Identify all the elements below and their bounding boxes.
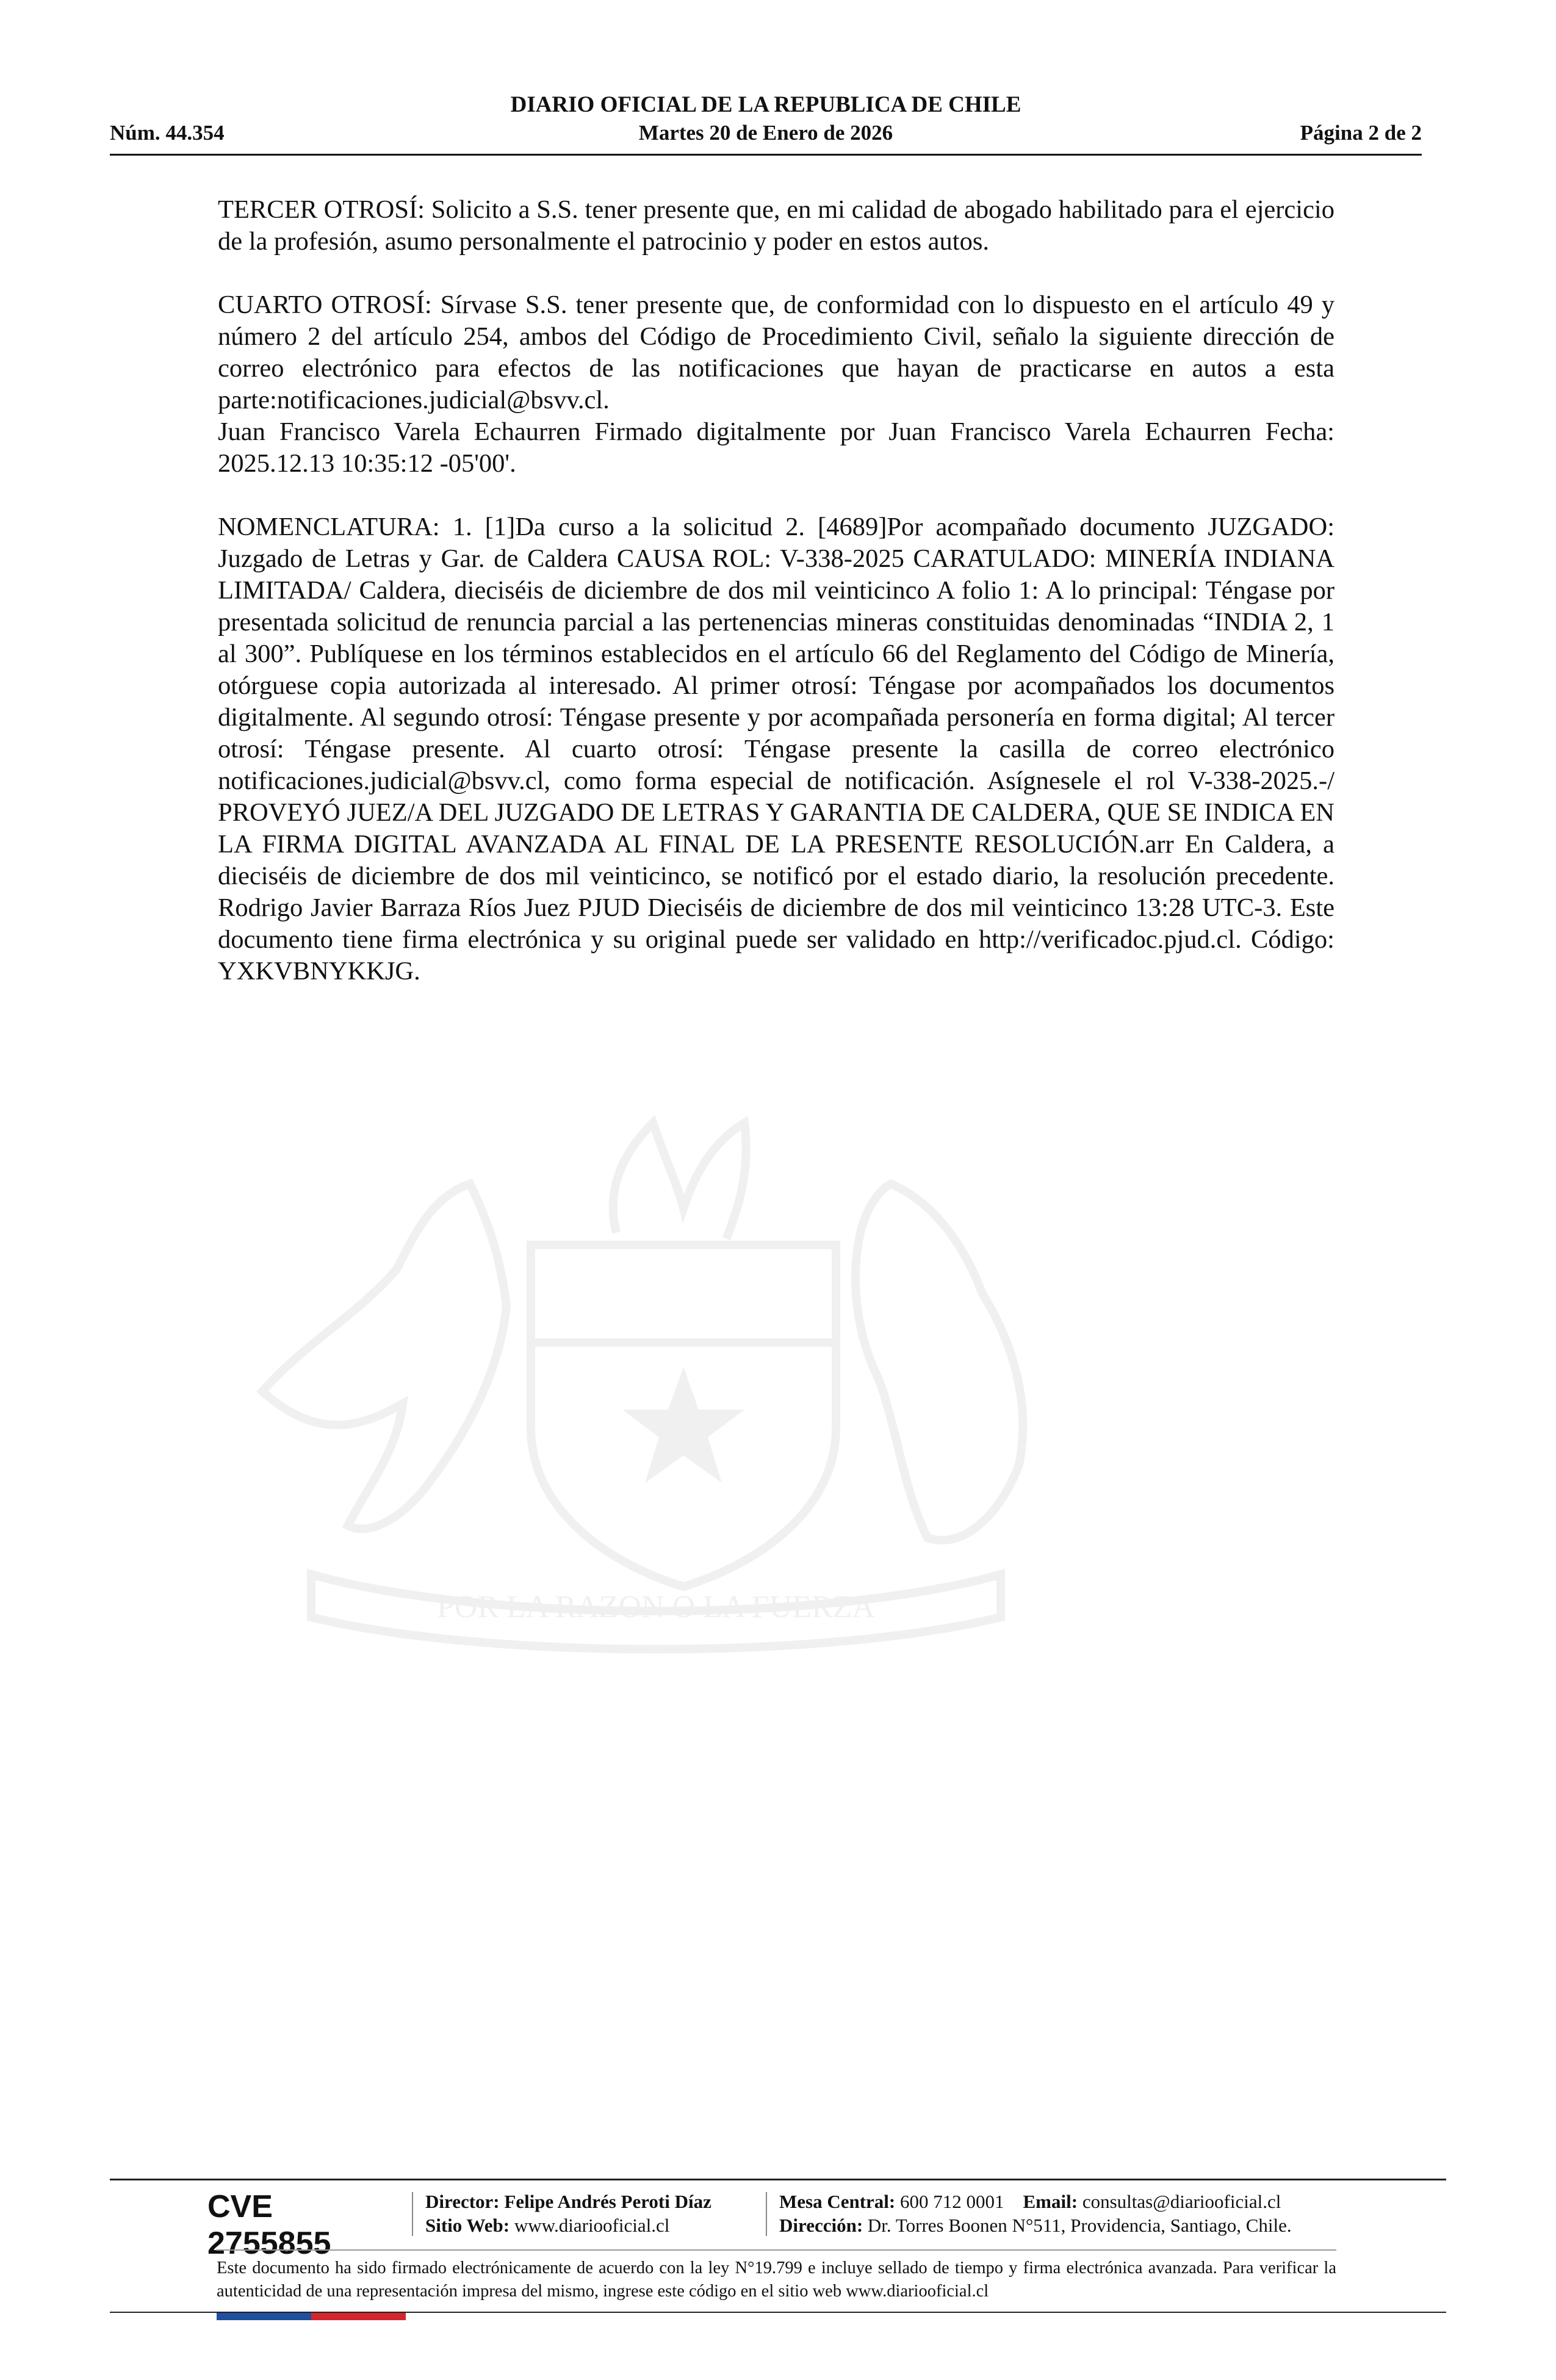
issue-number: Núm. 44.354 [110, 121, 225, 145]
paragraph-cuarto-otrosi: CUARTO OTROSÍ: Sírvase S.S. tener presente que, de conformidad con lo dispuesto en el artículo 49 y número 2 del artículo 254, ambos del Código de Procedimiento Civil, señalo la siguiente dirección de correo electrónico para efectos de las notificaciones que hayan de practicarse en autos a esta parte:notificaciones.judicial@bsvv.cl. [218, 290, 1334, 414]
paragraph-tercer-otrosi: TERCER OTROSÍ: Solicito a S.S. tener presente que, en mi calidad de abogado habilitado para el ejercicio de la profesión, asumo personalmente el patrocinio y poder en estos autos. [218, 195, 1334, 256]
footer-middle-rule [217, 2249, 1336, 2251]
address-label: Dirección: [779, 2215, 863, 2236]
page-header [110, 92, 1422, 156]
coat-of-arms-watermark [214, 1001, 1086, 1672]
publication-title: DIARIO OFICIAL DE LA REPUBLICA DE CHILE [510, 92, 1021, 117]
page-indicator: Página 2 de 2 [1300, 121, 1422, 145]
condor-figure [855, 1184, 1023, 1540]
cve-code: CVE 2755855 [207, 2189, 331, 2261]
digital-signature-line: Juan Francisco Varela Echaurren Firmado digitalmente por Juan Francisco Varela Echaurren Fecha: 2025.12.13 10:35:12 -05'00'. [218, 417, 1334, 478]
seal-motto: POR LA RAZON O LA FUERZA [437, 1590, 875, 1625]
star-icon [622, 1367, 744, 1483]
document-body [218, 194, 1334, 1019]
footer-top-rule [110, 2179, 1446, 2180]
paragraph-nomenclatura: NOMENCLATURA: 1. [1]Da curso a la solicitud 2. [4689]Por acompañado documento JUZGADO: Juzgado de Letras y Gar. de Caldera CAUSA ROL: V-338-2025 CARATULADO: MINERÍA INDIANA LIMITADA/ Caldera, dieciséis de diciembre de dos mil veinticinco A folio 1: A lo principal: Téngase por presentada solicitud de renuncia parcial a las pertenencias mineras constituidas denominadas “INDIA 2, 1 al 300”. Publíquese en los términos establecidos en el artículo 66 del Reglamento del Código de Minería, otórguese copia autorizada al interesado. Al primer otrosí: Téngase por acompañados los documentos digitalmente. Al segundo otrosí: Téngase presente y por acompañada personería en forma digital; Al tercer otrosí: Téngase presente. Al cuarto otrosí: Téngase presente la casilla de correo electrónico notificaciones.judicial@bsvv.cl, como forma especial de notificación. Asígnesele el rol V-338-2025.-/ PROVEYÓ JUEZ/A DEL JUZGADO DE LETRAS Y GARANTIA DE CALDERA, QUE SE INDICA EN LA FIRMA DIGITAL AVANZADA AL FINAL DE LA PRESENTE RESOLUCIÓN.arr En Caldera, a dieciséis de diciembre de dos mil veinticinco, se notificó por el estado diario, la resolución precedente. Rodrigo Javier Barraza Ríos Juez PJUD Dieciséis de diciembre de dos mil veinticinco 13:28 UTC-3. Este documento tiene firma electrónica y su original puede ser validado en http://verificadoc.pjud.cl. Código: YXKVBNYKKJG. [218, 513, 1334, 986]
footer-contact-block [779, 2190, 1292, 2237]
legal-notice: Este documento ha sido firmado electrónicamente de acuerdo con la ley N°19.799 e incluye sellado de tiempo y firma electrónica avanzada. Para verificar la autenticidad de una representación impresa del mismo, ingrese este código en el sitio web www.diariooficial.cl [217, 2259, 1336, 2301]
footer-divider-1 [412, 2192, 413, 2236]
site-link[interactable]: www.diariooficial.cl [514, 2215, 670, 2236]
flag-stripe-blue [217, 2313, 311, 2320]
address-value: Dr. Torres Boonen N°511, Providencia, Santiago, Chile. [867, 2215, 1292, 2236]
director-label: Director: [425, 2191, 500, 2212]
footer-director-block [425, 2190, 711, 2237]
mesa-label: Mesa Central: [779, 2191, 896, 2212]
footer-divider-2 [766, 2192, 767, 2236]
huemul-figure [262, 1184, 506, 1529]
plume-crest [613, 1123, 746, 1239]
header-divider [110, 154, 1422, 156]
director-name: Felipe Andrés Peroti Díaz [504, 2191, 711, 2212]
flag-stripe-red [311, 2313, 406, 2320]
mesa-phone: 600 712 0001 [900, 2191, 1004, 2212]
email-link[interactable]: consultas@diariooficial.cl [1082, 2191, 1281, 2212]
site-label: Sitio Web: [425, 2215, 510, 2236]
issue-date: Martes 20 de Enero de 2026 [638, 121, 893, 145]
email-label: Email: [1023, 2191, 1078, 2212]
